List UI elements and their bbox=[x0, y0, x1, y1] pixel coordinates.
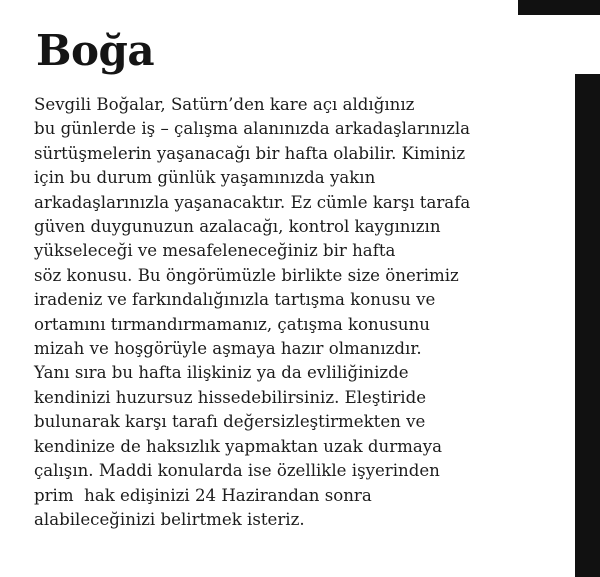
body-line: alabileceğinizi belirtmek isteriz. bbox=[34, 509, 305, 529]
body-line: Yanı sıra bu hafta ilişkiniz ya da evliliğinizde bbox=[34, 363, 409, 383]
body-line: kendinize de haksızlık yapmaktan uzak durmaya bbox=[34, 436, 443, 456]
body-line: ortamını tırmandırmamanız, çatışma konusunu bbox=[34, 314, 430, 334]
body-line: güven duygunuzun azalacağı, kontrol kaygınızın bbox=[34, 217, 441, 237]
body-line: yükseleceği ve mesafeleneceğiniz bir hafta bbox=[34, 241, 396, 261]
body-line: Sevgili Boğalar, Satürn’den kare açı aldığınız bbox=[34, 95, 415, 114]
column-body bbox=[34, 93, 564, 532]
body-line: bu günlerde iş – çalışma alanınızda arkadaşlarınızla bbox=[34, 119, 471, 139]
body-line: çalışın. Maddi konularda ise özellikle işyerinden bbox=[34, 461, 440, 481]
body-line: mizah ve hoşgörüyle aşmaya hazır olmanızdır. bbox=[34, 339, 422, 359]
body-line: için bu durum günlük yaşamınızda yakın bbox=[34, 168, 376, 188]
body-line: söz konusu. Bu öngörümüzle birlikte size önerimiz bbox=[34, 265, 459, 285]
body-line: arkadaşlarınızla yaşanacaktır. Ez cümle karşı tarafa bbox=[34, 192, 471, 212]
body-line: sürtüşmelerin yaşanacağı bir hafta olabilir. Kiminiz bbox=[34, 143, 466, 163]
column-title: Boğa bbox=[36, 26, 155, 75]
body-line: iradeniz ve farkındalığınızla tartışma konusu ve bbox=[34, 290, 436, 310]
right-black-bar bbox=[575, 74, 600, 577]
top-black-bar bbox=[518, 0, 600, 15]
body-line: prim hak edişinizi 24 Hazirandan sonra bbox=[34, 485, 372, 505]
body-line: kendinizi huzursuz hissedebilirsiniz. Eleştiride bbox=[34, 387, 427, 407]
body-line: bulunarak karşı tarafı değersizleştirmekten ve bbox=[34, 412, 426, 432]
